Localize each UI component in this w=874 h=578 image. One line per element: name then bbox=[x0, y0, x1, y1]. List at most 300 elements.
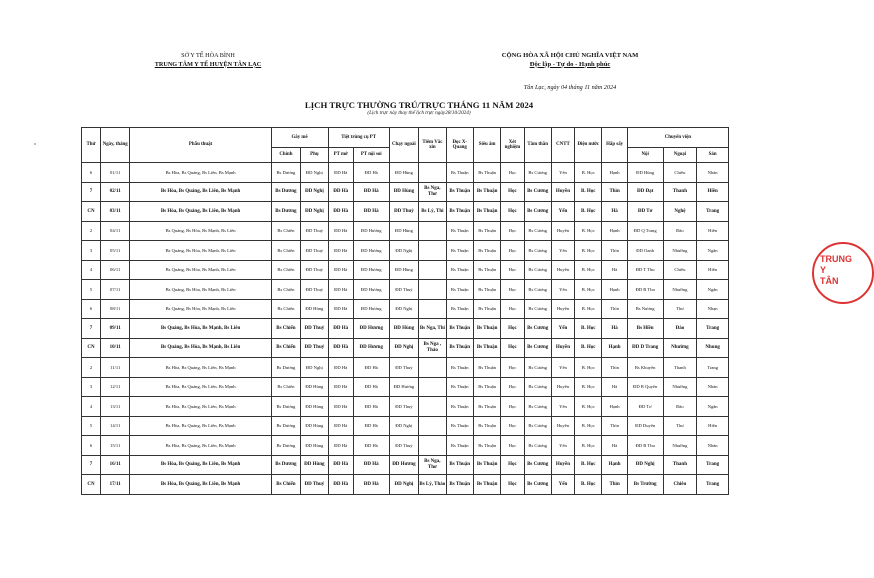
col-sieu-am: Siêu âm bbox=[473, 128, 500, 163]
cell-tt: Bs Cương bbox=[524, 475, 551, 495]
cell-hs: Hà bbox=[602, 260, 627, 280]
cell-chinh: Bs Chiến bbox=[271, 338, 301, 358]
cell-chinh: Bs Chiến bbox=[271, 260, 301, 280]
cell-san: Ngân bbox=[697, 397, 729, 417]
cell-ptns: ĐD Hương bbox=[353, 338, 389, 358]
cell-ngoai: Đào bbox=[663, 397, 697, 417]
cell-chinh: Bs Dương bbox=[271, 455, 301, 475]
table-row bbox=[82, 319, 729, 339]
cell-ptmo: ĐD Hà bbox=[328, 397, 353, 417]
cell-xn: Học bbox=[501, 163, 524, 183]
cell-cntt: Huyền bbox=[551, 260, 574, 280]
cell-cntt: Huyền bbox=[551, 299, 574, 319]
cell-hs: Thìn bbox=[602, 475, 627, 495]
cell-tt: Bs Cương bbox=[524, 436, 551, 456]
cell-noi: ĐD B Thu bbox=[627, 280, 663, 300]
cell-ptmo: ĐD Hà bbox=[328, 455, 353, 475]
table-row bbox=[82, 202, 729, 222]
country-name: CỘNG HÒA XÃ HỘI CHỦ NGHĨA VIỆT NAM bbox=[501, 52, 639, 59]
cell-cntt: Yến bbox=[551, 319, 574, 339]
cell-chinh: Bs Chiến bbox=[271, 319, 301, 339]
table-row bbox=[82, 280, 729, 300]
col-tiem-vac-xin: Tiêm Vắc xin bbox=[419, 128, 446, 163]
cell-sa: Bs Thuận bbox=[473, 163, 500, 183]
cell-cntt: Yến bbox=[551, 163, 574, 183]
cell-cntt: Yến bbox=[551, 202, 574, 222]
cell-xn: Học bbox=[501, 202, 524, 222]
cell-cntt: Huyền bbox=[551, 221, 574, 241]
cell-ngoai: Nhường bbox=[663, 338, 697, 358]
cell-xn: Học bbox=[501, 377, 524, 397]
cell-san: Nhàn bbox=[697, 163, 729, 183]
table-row bbox=[82, 260, 729, 280]
cell-xq: Bs Thuận bbox=[446, 475, 473, 495]
cell-hs: Thìn bbox=[602, 358, 627, 378]
cell-ngay: 08/11 bbox=[100, 299, 130, 319]
cell-hs: Hạnh bbox=[602, 280, 627, 300]
cell-thu: 7 bbox=[82, 455, 101, 475]
cell-tiem bbox=[419, 416, 446, 436]
cell-sa: Bs Thuận bbox=[473, 416, 500, 436]
col-chinh: Chính bbox=[271, 148, 301, 163]
cell-cntt: Yến bbox=[551, 358, 574, 378]
cell-san: Hiền bbox=[697, 416, 729, 436]
cell-ngoai: Thư bbox=[663, 299, 697, 319]
cell-noi: Bs Khuyên bbox=[627, 358, 663, 378]
cell-phu: ĐD Thuỷ bbox=[301, 280, 328, 300]
cell-ptmo: ĐD Hà bbox=[328, 299, 353, 319]
cell-pt: Bs Hòa, Bs Quảng, Bs Liên, Bs Mạnh bbox=[130, 397, 271, 417]
cell-thu: 6 bbox=[82, 299, 101, 319]
cell-hs: Hà bbox=[602, 202, 627, 222]
table-row bbox=[82, 358, 729, 378]
cell-noi: ĐD Tơ bbox=[627, 202, 663, 222]
cell-ngoai: Chiêu bbox=[663, 260, 697, 280]
cell-ngoai: Đào bbox=[663, 319, 697, 339]
cell-phu: ĐD Hùng bbox=[301, 436, 328, 456]
cell-ptmo: ĐD Hà bbox=[328, 260, 353, 280]
cell-chay: ĐD Hùng bbox=[389, 163, 419, 183]
cell-phu: ĐD Hùng bbox=[301, 299, 328, 319]
cell-ngay: 15/11 bbox=[100, 436, 130, 456]
cell-ptns: ĐD Hà bbox=[353, 397, 389, 417]
cell-ngay: 13/11 bbox=[100, 397, 130, 417]
cell-hs: Hạnh bbox=[602, 397, 627, 417]
col-ngay: Ngày, tháng bbox=[100, 128, 130, 163]
cell-ptmo: ĐD Hà bbox=[328, 182, 353, 202]
cell-ngoai: Chiêu bbox=[663, 163, 697, 183]
cell-thu: 6 bbox=[82, 436, 101, 456]
cell-dn: B. Học bbox=[575, 338, 602, 358]
cell-xq: Bs Thuận bbox=[446, 416, 473, 436]
cell-xn: Học bbox=[501, 475, 524, 495]
date-line: Tân Lạc, ngày 04 tháng 11 năm 2024 bbox=[523, 84, 617, 91]
cell-ptns: ĐD Hương bbox=[353, 280, 389, 300]
col-san: Sản bbox=[697, 148, 729, 163]
cell-tiem: Bs Nga, Thi bbox=[419, 319, 446, 339]
cell-xq: Bs Thuận bbox=[446, 280, 473, 300]
cell-sa: Bs Thuận bbox=[473, 358, 500, 378]
col-doc-x-quang: Đọc X-Quang bbox=[446, 128, 473, 163]
cell-ngay: 17/11 bbox=[100, 475, 130, 495]
cell-chay: ĐD Hương bbox=[389, 455, 419, 475]
cell-noi: Bs Trường bbox=[627, 475, 663, 495]
cell-tt: Bs Cương bbox=[524, 319, 551, 339]
cell-ptns: ĐD Hương bbox=[353, 299, 389, 319]
cell-thu: 4 bbox=[82, 260, 101, 280]
cell-ngay: 07/11 bbox=[100, 280, 130, 300]
cell-cntt: Yến bbox=[551, 397, 574, 417]
cell-xn: Học bbox=[501, 221, 524, 241]
col-chuyen-vien: Chuyển viện bbox=[627, 128, 728, 148]
cell-ngay: 03/11 bbox=[100, 202, 130, 222]
cell-ptmo: ĐD Hà bbox=[328, 202, 353, 222]
cell-cntt: Yến bbox=[551, 241, 574, 261]
cell-hs: Thìn bbox=[602, 299, 627, 319]
cell-thu: 5 bbox=[82, 280, 101, 300]
cell-ngay: 02/11 bbox=[100, 182, 130, 202]
cell-pt: Bs Hòa, Bs Quảng, Bs Liên, Bs Mạnh bbox=[130, 182, 271, 202]
national-header bbox=[470, 52, 670, 69]
cell-tiem: Bs Nga , Thảo bbox=[419, 338, 446, 358]
cell-dn: B. Học bbox=[575, 397, 602, 417]
cell-pt: Bs Hòa, Bs Quảng, Bs Liên, Bs Mạnh bbox=[130, 358, 271, 378]
cell-noi: ĐD Tơ bbox=[627, 397, 663, 417]
cell-pt: Bs Quảng, Bs Hòa, Bs Mạnh, Bs Liên bbox=[130, 319, 271, 339]
cell-hs: Hà bbox=[602, 377, 627, 397]
cell-thu: CN bbox=[82, 475, 101, 495]
cell-ptmo: ĐD Hà bbox=[328, 221, 353, 241]
cell-sa: Bs Thuận bbox=[473, 455, 500, 475]
cell-ptns: ĐD Hà bbox=[353, 163, 389, 183]
cell-phu: ĐD Nghị bbox=[301, 182, 328, 202]
cell-cntt: Huyền bbox=[551, 455, 574, 475]
cell-san: Trang bbox=[697, 358, 729, 378]
cell-chay: ĐD Thuỷ bbox=[389, 436, 419, 456]
cell-chinh: Bs Dương bbox=[271, 358, 301, 378]
cell-cntt: Huyền bbox=[551, 338, 574, 358]
cell-thu: CN bbox=[82, 338, 101, 358]
cell-san: Ngân bbox=[697, 241, 729, 261]
cell-phu: ĐD Thuỷ bbox=[301, 475, 328, 495]
cell-chay: ĐD Hùng bbox=[389, 182, 419, 202]
cell-sa: Bs Thuận bbox=[473, 397, 500, 417]
national-motto: Độc lập - Tự do - Hạnh phúc bbox=[529, 60, 611, 68]
document-title: LỊCH TRỰC THƯỜNG TRÚ/TRỰC THÁNG 11 NĂM 2024 bbox=[304, 100, 534, 110]
cell-noi: ĐD Hùng bbox=[627, 163, 663, 183]
col-gay-me: Gây mê bbox=[271, 128, 328, 148]
cell-ngay: 01/11 bbox=[100, 163, 130, 183]
cell-tt: Bs Cương bbox=[524, 455, 551, 475]
cell-ngoai: Thư bbox=[663, 416, 697, 436]
cell-cntt: Yến bbox=[551, 436, 574, 456]
table-row bbox=[82, 397, 729, 417]
cell-noi: ĐD Nghị bbox=[627, 455, 663, 475]
cell-hs: Hạnh bbox=[602, 338, 627, 358]
cell-hs: Hạnh bbox=[602, 221, 627, 241]
cell-cntt: Yến bbox=[551, 475, 574, 495]
cell-xn: Học bbox=[501, 182, 524, 202]
cell-san: Nhạn bbox=[697, 299, 729, 319]
cell-chay: ĐD Nghị bbox=[389, 416, 419, 436]
table-row bbox=[82, 221, 729, 241]
cell-tt: Bs Cương bbox=[524, 280, 551, 300]
cell-chinh: Bs Dương bbox=[271, 163, 301, 183]
cell-xq: Bs Thuận bbox=[446, 338, 473, 358]
col-pt-noi-soi: PT nội soi bbox=[353, 148, 389, 163]
cell-xq: Bs Thuận bbox=[446, 163, 473, 183]
col-dien-nuoc: Điện nước bbox=[575, 128, 602, 163]
cell-sa: Bs Thuận bbox=[473, 280, 500, 300]
cell-ngay: 16/11 bbox=[100, 455, 130, 475]
cell-phu: ĐD Thuỷ bbox=[301, 241, 328, 261]
cell-phu: ĐD Hùng bbox=[301, 455, 328, 475]
cell-ngay: 10/11 bbox=[100, 338, 130, 358]
cell-xq: Bs Thuận bbox=[446, 182, 473, 202]
cell-chay: ĐD Nghị bbox=[389, 241, 419, 261]
cell-noi: ĐD Q Trang bbox=[627, 221, 663, 241]
cell-phu: ĐD Nghị bbox=[301, 358, 328, 378]
cell-ptns: ĐD Hương bbox=[353, 319, 389, 339]
cell-sa: Bs Thuận bbox=[473, 202, 500, 222]
cell-pt: Bs Hòa, Bs Quảng, Bs Liên, Bs Mạnh bbox=[130, 455, 271, 475]
cell-dn: B. Học bbox=[575, 202, 602, 222]
cell-xn: Học bbox=[501, 436, 524, 456]
cell-tt: Bs Cương bbox=[524, 397, 551, 417]
cell-tiem bbox=[419, 299, 446, 319]
cell-phu: ĐD Hùng bbox=[301, 416, 328, 436]
stamp-text-1: TRUNG bbox=[820, 254, 852, 264]
cell-tiem bbox=[419, 358, 446, 378]
cell-tt: Bs Cương bbox=[524, 241, 551, 261]
cell-ptmo: ĐD Hà bbox=[328, 416, 353, 436]
cell-thu: 2 bbox=[82, 221, 101, 241]
cell-hs: Hạnh bbox=[602, 163, 627, 183]
cell-dn: B. Học bbox=[575, 163, 602, 183]
cell-pt: Bs Quảng, Bs Hòa, Bs Mạnh, Bs Liên bbox=[130, 260, 271, 280]
cell-ptmo: ĐD Hà bbox=[328, 241, 353, 261]
cell-dn: B. Học bbox=[575, 280, 602, 300]
cell-ngoai: Nhường bbox=[663, 280, 697, 300]
col-hap-say: Hấp sấy bbox=[602, 128, 627, 163]
duty-schedule-table bbox=[81, 127, 729, 495]
cell-chay: ĐD Hùng bbox=[389, 221, 419, 241]
cell-tt: Bs Cương bbox=[524, 182, 551, 202]
cell-ptmo: ĐD Hà bbox=[328, 338, 353, 358]
cell-sa: Bs Thuận bbox=[473, 299, 500, 319]
cell-ptns: ĐD Hà bbox=[353, 202, 389, 222]
cell-ptmo: ĐD Hà bbox=[328, 319, 353, 339]
cell-hs: Thìn bbox=[602, 416, 627, 436]
cell-san: Hiền bbox=[697, 221, 729, 241]
cell-pt: Bs Hòa, Bs Quảng, Bs Liên, Bs Mạnh bbox=[130, 475, 271, 495]
cell-cntt: Huyền bbox=[551, 416, 574, 436]
cell-pt: Bs Hòa, Bs Quảng, Bs Liên, Bs Mạnh bbox=[130, 163, 271, 183]
cell-pt: Bs Hòa, Bs Quảng, Bs Liên, Bs Mạnh bbox=[130, 436, 271, 456]
col-phau-thuat: Phẫu thuật bbox=[130, 128, 271, 163]
cell-dn: B. Học bbox=[575, 358, 602, 378]
cell-ngay: 09/11 bbox=[100, 319, 130, 339]
cell-san: Trang bbox=[697, 455, 729, 475]
table-row bbox=[82, 299, 729, 319]
cell-chinh: Bs Chiến bbox=[271, 299, 301, 319]
cell-xn: Học bbox=[501, 260, 524, 280]
cell-chinh: Bs Chiến bbox=[271, 377, 301, 397]
cell-noi: Bs Nương bbox=[627, 299, 663, 319]
cell-ptmo: ĐD Hà bbox=[328, 436, 353, 456]
cell-phu: ĐD Hùng bbox=[301, 397, 328, 417]
cell-pt: Bs Quảng, Bs Hòa, Bs Mạnh, Bs Liên bbox=[130, 241, 271, 261]
cell-sa: Bs Thuận bbox=[473, 260, 500, 280]
cell-chay: ĐD Thuỷ bbox=[389, 280, 419, 300]
cell-hs: Hà bbox=[602, 319, 627, 339]
cell-sa: Bs Thuận bbox=[473, 475, 500, 495]
cell-san: Nhàn bbox=[697, 436, 729, 456]
cell-phu: ĐD Nghị bbox=[301, 202, 328, 222]
center-name: TRUNG TÂM Y TẾ HUYỆN TÂN LẠC bbox=[154, 60, 262, 68]
cell-chinh: Bs Chiến bbox=[271, 280, 301, 300]
cell-cntt: Huyền bbox=[551, 377, 574, 397]
cell-tiem: Bs Nga, Thơ bbox=[419, 455, 446, 475]
cell-ngoai: Chiêu bbox=[663, 475, 697, 495]
cell-san: Nhàn bbox=[697, 377, 729, 397]
cell-hs: Hạnh bbox=[602, 455, 627, 475]
cell-ptmo: ĐD Hà bbox=[328, 377, 353, 397]
cell-xq: Bs Thuận bbox=[446, 221, 473, 241]
cell-xn: Học bbox=[501, 319, 524, 339]
cell-hs: Hà bbox=[602, 436, 627, 456]
cell-ngoai: Nghệ bbox=[663, 202, 697, 222]
cell-xn: Học bbox=[501, 299, 524, 319]
table-row bbox=[82, 182, 729, 202]
cell-xn: Học bbox=[501, 358, 524, 378]
cell-phu: ĐD Hùng bbox=[301, 377, 328, 397]
cell-ptns: ĐD Hà bbox=[353, 377, 389, 397]
cell-ngay: 12/11 bbox=[100, 377, 130, 397]
cell-chay: ĐD Thuỷ bbox=[389, 202, 419, 222]
col-pt-mo: PT mở bbox=[328, 148, 353, 163]
cell-pt: Bs Hòa, Bs Quảng, Bs Liên, Bs Mạnh bbox=[130, 416, 271, 436]
cell-tiem: Bs Nga, Thơ bbox=[419, 182, 446, 202]
cell-noi: ĐD B Thu bbox=[627, 436, 663, 456]
cell-phu: ĐD Thuỷ bbox=[301, 260, 328, 280]
cell-pt: Bs Hòa, Bs Quảng, Bs Liên, Bs Mạnh bbox=[130, 377, 271, 397]
cell-hs: Thìn bbox=[602, 241, 627, 261]
cell-dn: B. Học bbox=[575, 260, 602, 280]
cell-dn: B. Học bbox=[575, 221, 602, 241]
cell-chinh: Bs Dương bbox=[271, 436, 301, 456]
cell-xq: Bs Thuận bbox=[446, 358, 473, 378]
official-stamp bbox=[812, 242, 874, 304]
cell-thu: CN bbox=[82, 202, 101, 222]
cell-sa: Bs Thuận bbox=[473, 436, 500, 456]
stamp-text-3: TÂN bbox=[820, 276, 839, 286]
col-cntt: CNTT bbox=[551, 128, 574, 163]
cell-tt: Bs Cương bbox=[524, 358, 551, 378]
cell-noi: Bs Hiền bbox=[627, 319, 663, 339]
cell-san: Hiền bbox=[697, 260, 729, 280]
cell-xq: Bs Thuận bbox=[446, 202, 473, 222]
cell-pt: Bs Quảng, Bs Hòa, Bs Mạnh, Bs Liên bbox=[130, 299, 271, 319]
cell-dn: B. Học bbox=[575, 377, 602, 397]
cell-dn: B. Học bbox=[575, 475, 602, 495]
cell-san: Ngân bbox=[697, 280, 729, 300]
cell-thu: 3 bbox=[82, 241, 101, 261]
cell-ngoai: Đào bbox=[663, 221, 697, 241]
cell-dn: B. Học bbox=[575, 436, 602, 456]
cell-tiem bbox=[419, 280, 446, 300]
cell-tt: Bs Cương bbox=[524, 221, 551, 241]
agency-header bbox=[108, 52, 308, 69]
cell-xq: Bs Thuận bbox=[446, 260, 473, 280]
cell-ptns: ĐD Hà bbox=[353, 455, 389, 475]
cell-san: Hiền bbox=[697, 182, 729, 202]
cell-tiem: Bs Lý, Thi bbox=[419, 202, 446, 222]
cell-sa: Bs Thuận bbox=[473, 338, 500, 358]
cell-ptns: ĐD Hà bbox=[353, 436, 389, 456]
cell-thu: 7 bbox=[82, 319, 101, 339]
cell-ptns: ĐD Hà bbox=[353, 416, 389, 436]
cell-sa: Bs Thuận bbox=[473, 241, 500, 261]
cell-ptns: ĐD Hà bbox=[353, 475, 389, 495]
cell-ngoai: Thanh bbox=[663, 358, 697, 378]
cell-thu: 5 bbox=[82, 416, 101, 436]
cell-xq: Bs Thuận bbox=[446, 319, 473, 339]
cell-noi: ĐD B Quyên bbox=[627, 377, 663, 397]
cell-chay: ĐD Nghị bbox=[389, 299, 419, 319]
cell-ptmo: ĐD Hà bbox=[328, 358, 353, 378]
cell-thu: 6 bbox=[82, 163, 101, 183]
cell-tiem bbox=[419, 221, 446, 241]
cell-tt: Bs Cương bbox=[524, 299, 551, 319]
stamp-text-2: Y bbox=[820, 265, 827, 275]
cell-ngay: 04/11 bbox=[100, 221, 130, 241]
cell-tiem: Bs Lý, Thảo bbox=[419, 475, 446, 495]
cell-sa: Bs Thuận bbox=[473, 221, 500, 241]
cell-phu: ĐD Thuỷ bbox=[301, 338, 328, 358]
cell-pt: Bs Quảng, Bs Hòa, Bs Mạnh, Bs Liên bbox=[130, 221, 271, 241]
table-row bbox=[82, 163, 729, 183]
cell-tt: Bs Cương bbox=[524, 377, 551, 397]
cell-ptns: ĐD Hà bbox=[353, 358, 389, 378]
cell-ngoai: Nhường bbox=[663, 436, 697, 456]
cell-san: Trang bbox=[697, 319, 729, 339]
cell-xq: Bs Thuận bbox=[446, 436, 473, 456]
cell-ngay: 11/11 bbox=[100, 358, 130, 378]
table-row bbox=[82, 241, 729, 261]
cell-tiem bbox=[419, 436, 446, 456]
cell-san: Nhung bbox=[697, 338, 729, 358]
cell-tt: Bs Cương bbox=[524, 260, 551, 280]
cell-phu: ĐD Thuỷ bbox=[301, 221, 328, 241]
cell-ngoai: Thanh bbox=[663, 182, 697, 202]
cell-ngoai: Nhường bbox=[663, 377, 697, 397]
table-row bbox=[82, 338, 729, 358]
cell-tiem bbox=[419, 163, 446, 183]
cell-chay: ĐD Thuỷ bbox=[389, 397, 419, 417]
cell-ptmo: ĐD Hà bbox=[328, 475, 353, 495]
cell-ptns: ĐD Hương bbox=[353, 241, 389, 261]
cell-ngay: 05/11 bbox=[100, 241, 130, 261]
cell-phu: ĐD Nghị bbox=[301, 163, 328, 183]
cell-xn: Học bbox=[501, 455, 524, 475]
cell-tt: Bs Cương bbox=[524, 416, 551, 436]
cell-pt: Bs Quảng, Bs Hòa, Bs Mạnh, Bs Liên bbox=[130, 280, 271, 300]
cell-chinh: Bs Chiến bbox=[271, 241, 301, 261]
cell-phu: ĐD Thuỷ bbox=[301, 319, 328, 339]
cell-xn: Học bbox=[501, 338, 524, 358]
cell-pt: Bs Hòa, Bs Quảng, Bs Liên, Bs Mạnh bbox=[130, 202, 271, 222]
